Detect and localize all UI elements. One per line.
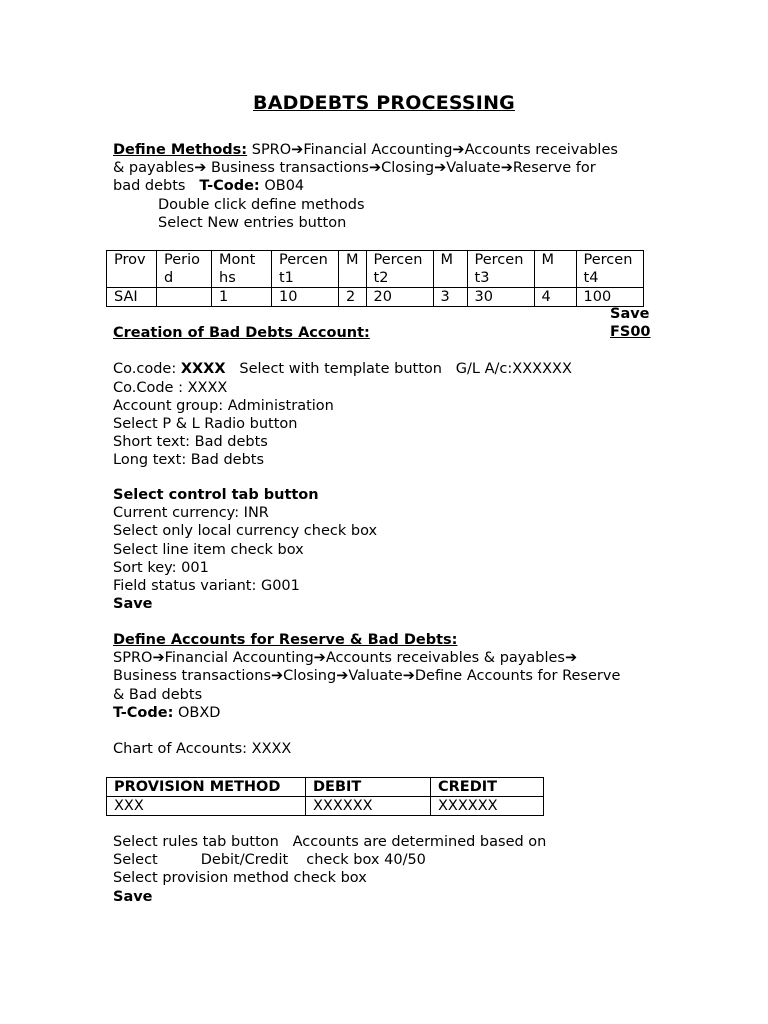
table-header-cell: M [339, 251, 367, 288]
table-cell: 30 [467, 288, 534, 307]
text-line: Select only local currency check box [113, 523, 378, 540]
table-cell: 3 [433, 288, 467, 307]
define-methods-line-2: & payables➔ Business transactions➔Closing➔Valuate➔Reserve for [113, 160, 596, 177]
step-new-entries: Select New entries button [158, 214, 347, 231]
creation-heading: Creation of Bad Debts Account: [113, 325, 370, 341]
text-line: Select line item check box [113, 541, 304, 558]
arrow-icon: ➔ [271, 668, 284, 685]
tcode-label: T-Code: [199, 178, 260, 195]
table-cell: 1 [212, 288, 272, 307]
arrow-icon: ➔ [434, 160, 447, 177]
table-cell: SAI [107, 288, 157, 307]
table-cell: 100 [576, 288, 643, 307]
table-cell: 4 [534, 288, 576, 307]
table-row [107, 797, 544, 816]
table-header-cell: Percen t4 [576, 251, 643, 288]
save-label-right: Save [610, 306, 650, 322]
define-methods-section [113, 141, 673, 232]
arrow-icon: ➔ [336, 668, 349, 685]
table-header-cell: CREDIT [431, 778, 544, 797]
text-line: Field status variant: G001 [113, 577, 300, 594]
table-header-cell: PROVISION METHOD [107, 778, 306, 797]
text-line: Sort key: 001 [113, 559, 209, 576]
define-accounts-tcode: T-Code: OBXD [113, 704, 221, 721]
table-cell: 20 [366, 288, 433, 307]
arrow-icon: ➔ [452, 142, 465, 158]
arrow-icon: ➔ [194, 160, 207, 177]
table-header-cell: Mont hs [212, 251, 272, 288]
methods-table [106, 250, 644, 307]
chart-of-accounts: Chart of Accounts: XXXX [113, 741, 292, 758]
rules-line-3: Select provision method check box [113, 870, 367, 887]
cocode-line: Co.code: XXXX Select with template button G/L A/c:XXXXXX [113, 361, 572, 378]
table-cell: XXXXXX [431, 797, 544, 816]
control-section [113, 486, 673, 613]
arrow-icon: ➔ [313, 650, 326, 667]
table-header-cell: Percen t3 [467, 251, 534, 288]
table-row [107, 288, 644, 307]
table-header-cell: Perio d [157, 251, 212, 288]
table-cell [157, 288, 212, 307]
text-line: Co.Code : XXXX [113, 379, 228, 396]
arrow-icon: ➔ [565, 650, 578, 667]
define-accounts-heading: Define Accounts for Reserve & Bad Debts: [113, 632, 458, 648]
table-cell: XXXXXX [306, 797, 431, 816]
table-cell: 2 [339, 288, 367, 307]
table-header-row [107, 778, 544, 797]
table-cell: XXX [107, 797, 306, 816]
text-line: Short text: Bad debts [113, 434, 268, 451]
table-header-cell: DEBIT [306, 778, 431, 797]
table-cell: 10 [272, 288, 339, 307]
table-header-cell: Prov [107, 251, 157, 288]
rules-section [113, 833, 673, 906]
define-methods-line-3: bad debts T-Code: OB04 [113, 178, 305, 195]
text-line: Current currency: INR [113, 505, 269, 522]
text-line: Account group: Administration [113, 397, 334, 414]
arrow-icon: ➔ [500, 160, 513, 177]
page-title: BADDEBTS PROCESSING [253, 92, 515, 114]
step-double-click: Double click define methods [158, 196, 365, 213]
control-heading: Select control tab button [113, 487, 319, 503]
text-line: Select P & L Radio button [113, 415, 298, 432]
creation-section [113, 324, 673, 470]
define-methods-line-1: Define Methods: SPRO➔Financial Accounting➔Accounts receivables [113, 142, 618, 158]
table-header-cell: Percen t1 [272, 251, 339, 288]
table-header-cell: Percen t2 [366, 251, 433, 288]
rules-line-2: Select Debit/Credit check box 40/50 [113, 852, 426, 869]
define-accounts-line-1: SPRO➔Financial Accounting➔Accounts receivables & payables➔ [113, 650, 578, 667]
text-line: Long text: Bad debts [113, 452, 265, 469]
arrow-icon: ➔ [152, 650, 165, 667]
arrow-icon: ➔ [402, 668, 415, 685]
define-methods-heading: Define Methods: [113, 142, 248, 158]
accounts-table [106, 777, 544, 816]
save-label: Save [113, 888, 153, 905]
define-accounts-section [113, 631, 673, 758]
arrow-icon: ➔ [368, 160, 382, 177]
tcode-value: OB04 [259, 178, 305, 195]
table-header-cell: M [433, 251, 467, 288]
define-accounts-line-2: Business transactions➔Closing➔Valuate➔Define Accounts for Reserve [113, 668, 621, 685]
table-header-cell: M [534, 251, 576, 288]
define-accounts-line-3: & Bad debts [113, 686, 203, 703]
fs00-tcode: FS00 [610, 324, 651, 340]
arrow-icon: ➔ [291, 142, 304, 158]
rules-line-1: Select rules tab button Accounts are determined based on [113, 834, 547, 850]
save-label: Save [113, 596, 153, 613]
table-header-row [107, 251, 644, 288]
